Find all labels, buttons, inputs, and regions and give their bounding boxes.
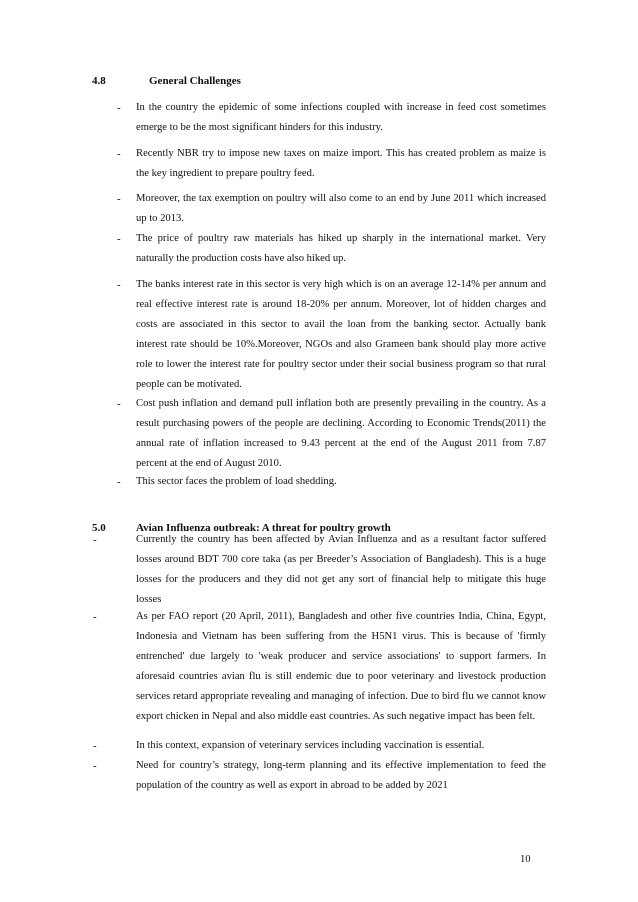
bullet-dash: - bbox=[117, 398, 121, 410]
bullet-dash: - bbox=[93, 760, 97, 772]
bullet-dash: - bbox=[117, 279, 121, 291]
bullet-dash: - bbox=[117, 148, 121, 160]
list-item-text: The price of poultry raw materials has hiked up sharply in the international market. Very naturally the production costs have also hiked up. bbox=[136, 233, 546, 264]
list-item-text: In this context, expansion of veterinary services including vaccination is essential. bbox=[136, 740, 485, 751]
bullet-dash: - bbox=[93, 611, 97, 623]
section-title: General Challenges bbox=[149, 75, 241, 87]
bullet-dash: - bbox=[117, 102, 121, 114]
bullet-dash: - bbox=[117, 476, 121, 488]
list-item-text: Currently the country has been affected by Avian Influenza and as a resultant factor suffered losses around BDT 700 core taka (as per Breeder’s Association of Bangladesh). This is a huge losses for the producers and they did not get any sort of financial help to mitigate this huge losses bbox=[136, 534, 546, 605]
list-item-text: Recently NBR try to impose new taxes on maize import. This has created problem as maize is the key ingredient to prepare poultry feed. bbox=[136, 148, 546, 179]
section-number: 4.8 bbox=[92, 75, 106, 87]
list-item-text: Need for country’s strategy, long-term planning and its effective implementation to feed the population of the country as well as export in abroad to be added by 2021 bbox=[136, 760, 546, 791]
bullet-dash: - bbox=[93, 534, 97, 546]
bullet-dash: - bbox=[117, 233, 121, 245]
bullet-dash: - bbox=[93, 740, 97, 752]
page-number: 10 bbox=[520, 854, 531, 865]
list-item-text: Cost push inflation and demand pull inflation both are presently prevailing in the country. As a result purchasing powers of the people are declining. According to Economic Trends(2011) the annual rate of inflation increased to 9.43 percent at the end of the August 2011 from 7.87 percent at the end of August 2010. bbox=[136, 398, 546, 469]
list-item-text: Moreover, the tax exemption on poultry will also come to an end by June 2011 which increased up to 2013. bbox=[136, 193, 546, 224]
list-item-text: As per FAO report (20 April, 2011), Bangladesh and other five countries India, China, Egypt, Indonesia and Vietnam has been suffering from the H5N1 virus. This is because of 'firmly entrenched' due largely to 'weak producer and service associations' to support farmers. In aforesaid countries avian flu is still endemic due to poor veterinary and livestock production services retard appropriate revealing and managing of infection. Due to bird flu we cannot know export chicken in Nepal and also middle east countries. As such negative impact has been felt. bbox=[136, 611, 546, 722]
list-item-text: This sector faces the problem of load shedding. bbox=[136, 476, 337, 487]
section-title: Avian Influenza outbreak: A threat for poultry growth bbox=[136, 522, 391, 534]
list-item-text: The banks interest rate in this sector is very high which is on an average 12-14% per annum and real effective interest rate is around 18-20% per annum. Moreover, lot of hidden charges and costs are associated in this sector to avail the loan from the banking sector. Actually bank interest rate should be 10%.Moreover, NGOs and also Grameen bank should play more active role to lower the interest rate for poultry sector under their social business program so that rural people can be motivated. bbox=[136, 279, 546, 390]
bullet-dash: - bbox=[117, 193, 121, 205]
section-heading-4-8 bbox=[92, 74, 241, 88]
list-item-text: In the country the epidemic of some infections coupled with increase in feed cost sometimes emerge to be the most significant hinders for this industry. bbox=[136, 102, 546, 133]
section-number: 5.0 bbox=[92, 522, 106, 534]
